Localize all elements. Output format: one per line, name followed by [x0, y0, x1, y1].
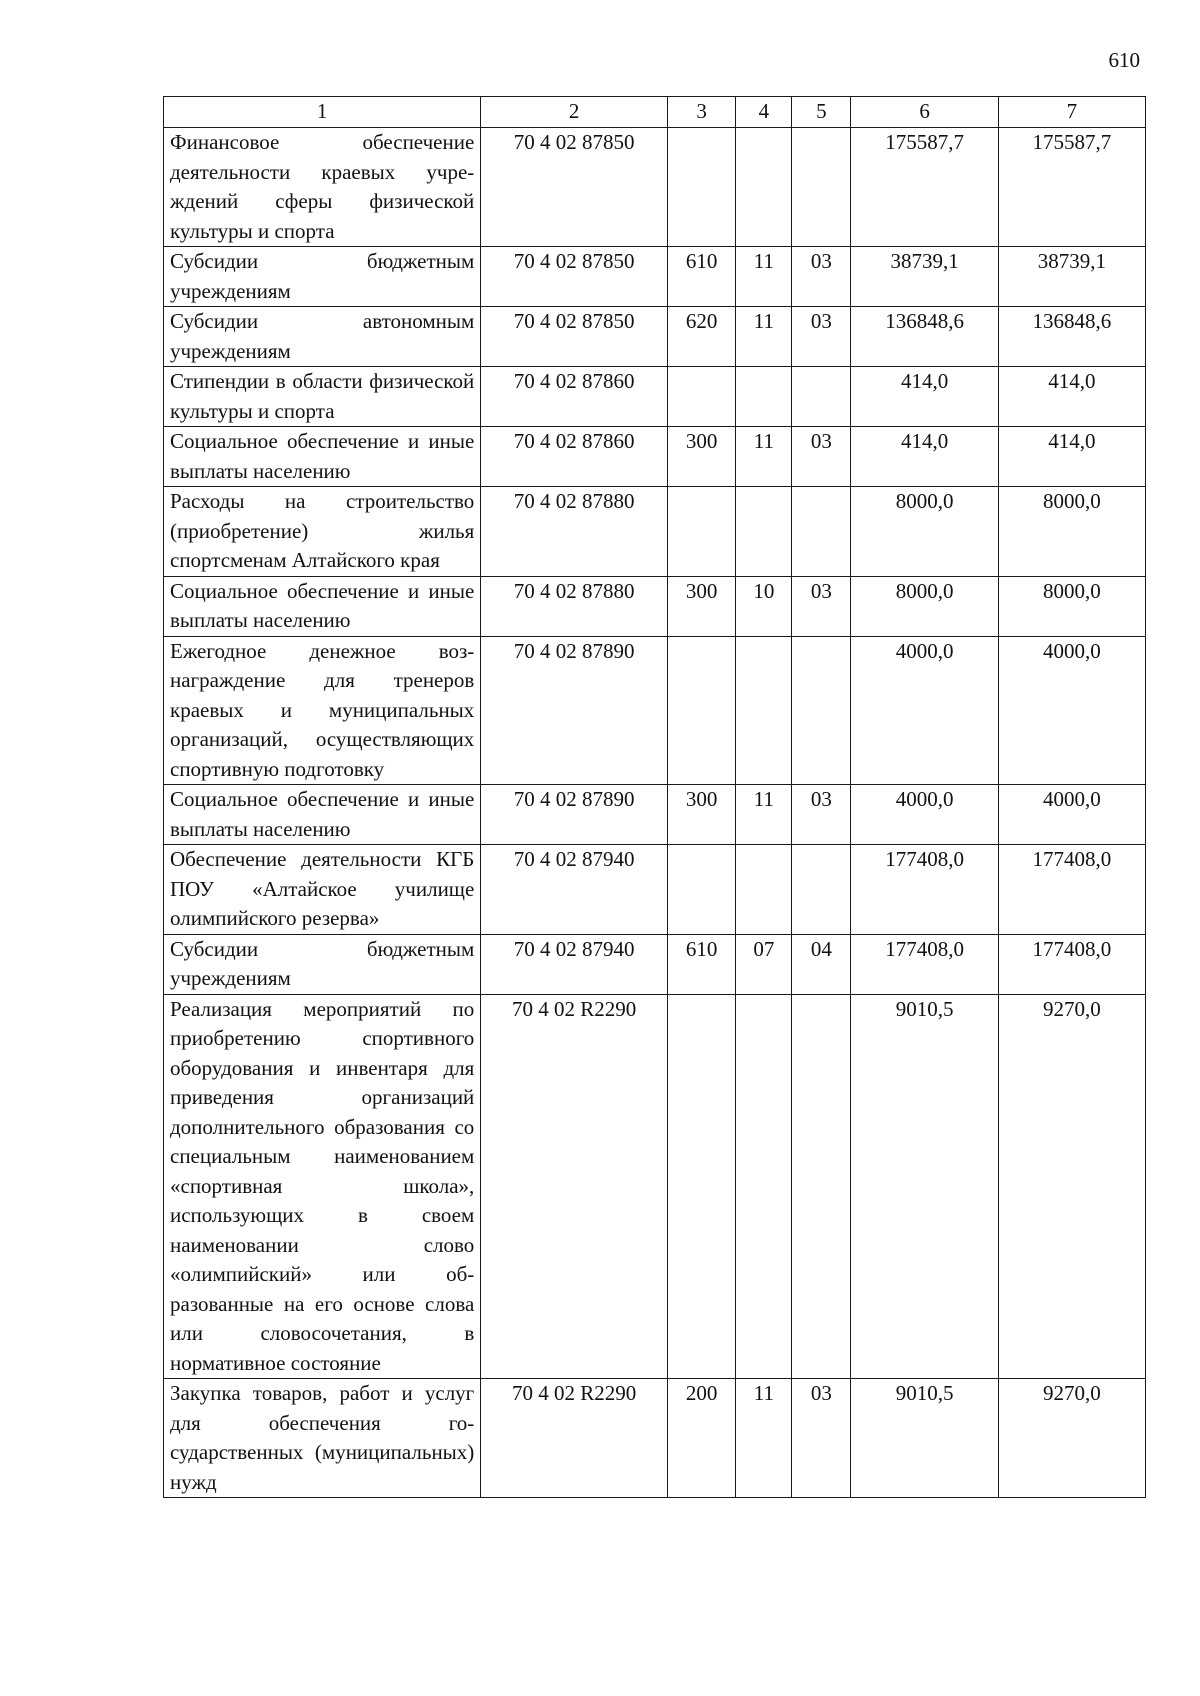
table-row: [164, 427, 1146, 487]
row-value-6: 136848,6: [851, 307, 998, 367]
row-name: Реализация мероприятий по приобретению спортивного оборудования и инвентаря для приведения организаций дополнительного образования со специальным наименованием «спортивная школа», использующих в своем наименовании слово «олимпийский» или образованные на его основе слова или словосочетания, в нормативное состояние: [164, 994, 481, 1379]
row-name: Стипендии в области физической культуры и спорта: [164, 367, 481, 427]
row-col-3: [667, 128, 735, 247]
column-header-6: 6: [851, 97, 998, 128]
row-name: Субсидии бюджетным учреждениям: [164, 934, 481, 994]
row-value-6: 4000,0: [851, 636, 998, 785]
row-value-7: 38739,1: [998, 247, 1145, 307]
row-value-6: 177408,0: [851, 934, 998, 994]
row-col-3: 610: [667, 934, 735, 994]
row-col-5: 03: [792, 576, 851, 636]
row-value-7: 136848,6: [998, 307, 1145, 367]
column-header-5: 5: [792, 97, 851, 128]
column-header-2: 2: [481, 97, 668, 128]
row-col-5: 03: [792, 427, 851, 487]
row-name: Обеспечение деятельности КГБ ПОУ «Алтайское училище олимпийского резерва»: [164, 845, 481, 935]
row-value-6: 175587,7: [851, 128, 998, 247]
row-code: 70 4 02 87940: [481, 934, 668, 994]
row-code: 70 4 02 87940: [481, 845, 668, 935]
table-row: [164, 487, 1146, 577]
row-col-4: 11: [736, 247, 792, 307]
row-value-7: 414,0: [998, 427, 1145, 487]
row-col-5: 03: [792, 1379, 851, 1498]
row-name: Финансовое обеспечение деятельности краевых учреждений сферы физической культуры и спорта: [164, 128, 481, 247]
row-code: 70 4 02 87890: [481, 636, 668, 785]
table-row: [164, 128, 1146, 247]
table-body: [164, 128, 1146, 1498]
row-col-5: 03: [792, 247, 851, 307]
row-value-6: 414,0: [851, 367, 998, 427]
row-col-4: 11: [736, 1379, 792, 1498]
column-header-4: 4: [736, 97, 792, 128]
row-col-5: 04: [792, 934, 851, 994]
row-col-3: [667, 845, 735, 935]
row-name: Ежегодное денежное вознаграждение для тренеров краевых и муниципальных организаций, осуществляющих спортивную подготовку: [164, 636, 481, 785]
row-name: Расходы на строительство (приобретение) жилья спортсменам Алтайского края: [164, 487, 481, 577]
row-code: 70 4 02 87880: [481, 576, 668, 636]
row-col-4: [736, 636, 792, 785]
row-col-4: 10: [736, 576, 792, 636]
row-value-6: 8000,0: [851, 487, 998, 577]
table-row: [164, 934, 1146, 994]
row-code: 70 4 02 87860: [481, 367, 668, 427]
row-col-3: [667, 636, 735, 785]
row-col-3: 300: [667, 785, 735, 845]
row-col-5: 03: [792, 307, 851, 367]
row-code: 70 4 02 87880: [481, 487, 668, 577]
row-value-7: 177408,0: [998, 934, 1145, 994]
row-value-7: 414,0: [998, 367, 1145, 427]
row-value-7: 4000,0: [998, 785, 1145, 845]
row-col-3: [667, 994, 735, 1379]
row-code: 70 4 02 R2290: [481, 1379, 668, 1498]
column-header-7: 7: [998, 97, 1145, 128]
row-name: Социальное обеспечение и иные выплаты населению: [164, 785, 481, 845]
row-col-5: [792, 128, 851, 247]
table-row: [164, 845, 1146, 935]
table-row: [164, 994, 1146, 1379]
row-col-3: 300: [667, 576, 735, 636]
row-col-3: 620: [667, 307, 735, 367]
row-col-3: 300: [667, 427, 735, 487]
row-code: 70 4 02 87850: [481, 307, 668, 367]
row-value-6: 8000,0: [851, 576, 998, 636]
row-code: 70 4 02 R2290: [481, 994, 668, 1379]
row-col-5: [792, 994, 851, 1379]
row-col-4: [736, 845, 792, 935]
row-name: Закупка товаров, работ и услуг для обеспечения государственных (муниципальных) нужд: [164, 1379, 481, 1498]
row-col-3: [667, 487, 735, 577]
table-row: [164, 247, 1146, 307]
row-name: Социальное обеспечение и иные выплаты населению: [164, 427, 481, 487]
row-value-7: 175587,7: [998, 128, 1145, 247]
row-value-6: 38739,1: [851, 247, 998, 307]
row-name: Субсидии бюджетным учреждениям: [164, 247, 481, 307]
row-col-3: [667, 367, 735, 427]
row-value-7: 8000,0: [998, 487, 1145, 577]
row-value-7: 9270,0: [998, 1379, 1145, 1498]
table-row: [164, 1379, 1146, 1498]
column-header-3: 3: [667, 97, 735, 128]
header-row: [164, 97, 1146, 128]
table-row: [164, 307, 1146, 367]
row-col-4: [736, 367, 792, 427]
row-col-5: [792, 636, 851, 785]
row-value-6: 4000,0: [851, 785, 998, 845]
row-code: 70 4 02 87860: [481, 427, 668, 487]
budget-table: [163, 96, 1146, 1498]
column-header-1: 1: [164, 97, 481, 128]
row-value-6: 9010,5: [851, 994, 998, 1379]
row-value-7: 4000,0: [998, 636, 1145, 785]
row-code: 70 4 02 87890: [481, 785, 668, 845]
row-value-7: 8000,0: [998, 576, 1145, 636]
row-col-5: 03: [792, 785, 851, 845]
page-number: 610: [1108, 48, 1140, 72]
row-col-3: 200: [667, 1379, 735, 1498]
row-col-4: 07: [736, 934, 792, 994]
row-col-4: 11: [736, 307, 792, 367]
row-col-5: [792, 845, 851, 935]
row-col-5: [792, 367, 851, 427]
row-col-3: 610: [667, 247, 735, 307]
row-name: Социальное обеспечение и иные выплаты населению: [164, 576, 481, 636]
table-row: [164, 636, 1146, 785]
row-value-6: 177408,0: [851, 845, 998, 935]
row-code: 70 4 02 87850: [481, 247, 668, 307]
row-col-4: [736, 487, 792, 577]
row-col-4: 11: [736, 427, 792, 487]
row-col-5: [792, 487, 851, 577]
row-value-6: 414,0: [851, 427, 998, 487]
row-col-4: [736, 128, 792, 247]
table-row: [164, 785, 1146, 845]
table-row: [164, 576, 1146, 636]
row-name: Субсидии автономным учреждениям: [164, 307, 481, 367]
row-value-7: 177408,0: [998, 845, 1145, 935]
row-code: 70 4 02 87850: [481, 128, 668, 247]
row-col-4: [736, 994, 792, 1379]
row-value-6: 9010,5: [851, 1379, 998, 1498]
row-value-7: 9270,0: [998, 994, 1145, 1379]
row-col-4: 11: [736, 785, 792, 845]
table-row: [164, 367, 1146, 427]
